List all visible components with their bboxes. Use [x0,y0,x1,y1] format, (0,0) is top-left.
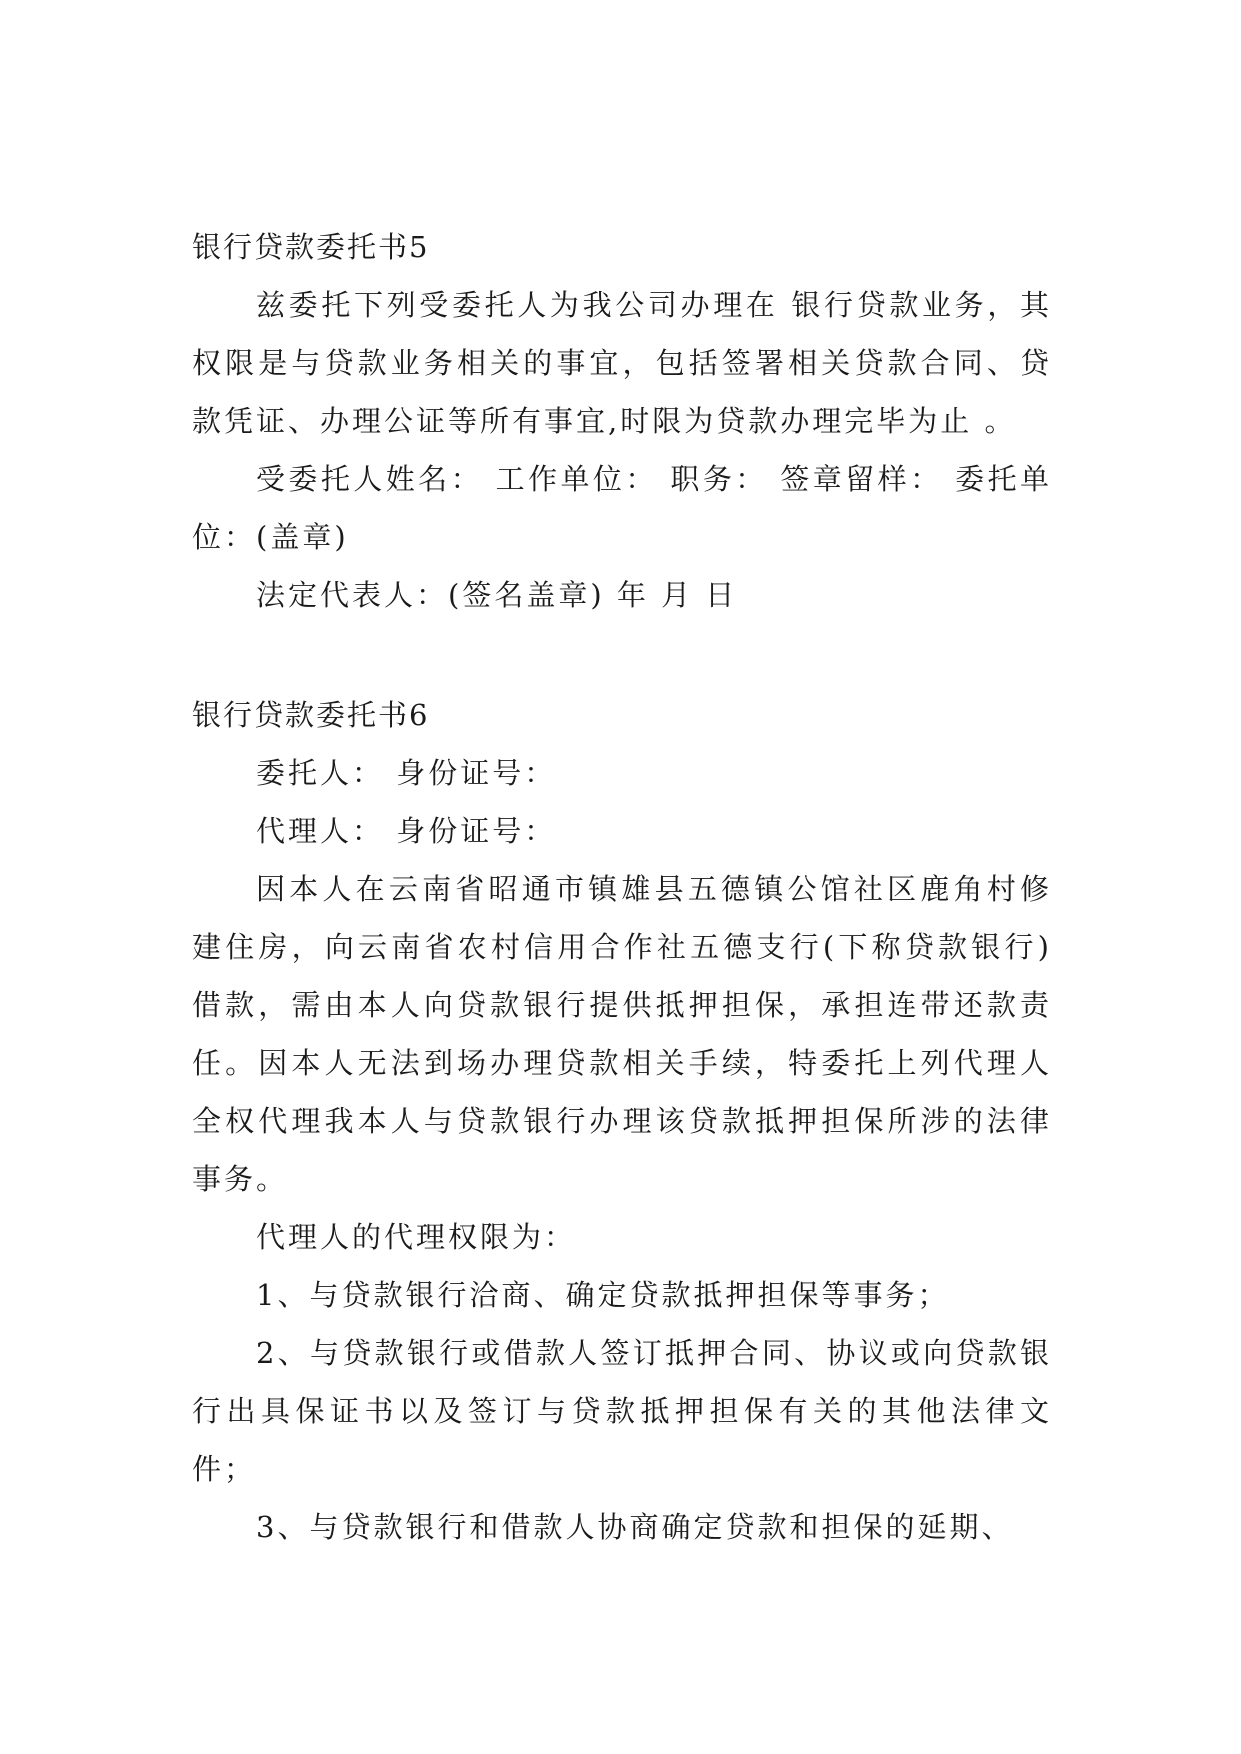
section-letter-5 [192,218,1052,624]
section-title: 银行贷款委托书5 [192,230,430,264]
paragraph: 兹委托下列受委托人为我公司办理在 银行贷款业务，其权限是与贷款业务相关的事宜，包括签署相关贷款合同、贷款凭证、办理公证等所有事宜,时限为贷款办理完毕为止 。 [192,288,1052,438]
paragraph: 法定代表人：(签名盖章) 年 月 日 [256,578,738,612]
paragraph: 代理人： 身份证号： [256,814,557,848]
paragraph: 委托人： 身份证号： [256,756,557,790]
document-body [192,218,1052,1556]
section-gap [192,624,1052,686]
paragraph: 因本人在云南省昭通市镇雄县五德镇公馆社区鹿角村修建住房，向云南省农村信用合作社五德支行(下称贷款银行)借款，需由本人向贷款银行提供抵押担保，承担连带还款责任。因本人无法到场办理贷款相关手续，特委托上列代理人全权代理我本人与贷款银行办理该贷款抵押担保所涉的法律事务。 [192,872,1052,1196]
paragraph: 2、与贷款银行或借款人签订抵押合同、协议或向贷款银行出具保证书以及签订与贷款抵押担保有关的其他法律文件； [192,1336,1052,1486]
paragraph: 1、与贷款银行洽商、确定贷款抵押担保等事务； [256,1278,950,1312]
paragraph: 3、与贷款银行和借款人协商确定贷款和担保的延期、 [256,1510,1014,1544]
paragraph: 代理人的代理权限为： [256,1220,577,1254]
paragraph: 受委托人姓名： 工作单位： 职务： 签章留样： 委托单位：(盖章) [192,462,1052,554]
section-title: 银行贷款委托书6 [192,698,430,732]
section-letter-6 [192,686,1052,1556]
